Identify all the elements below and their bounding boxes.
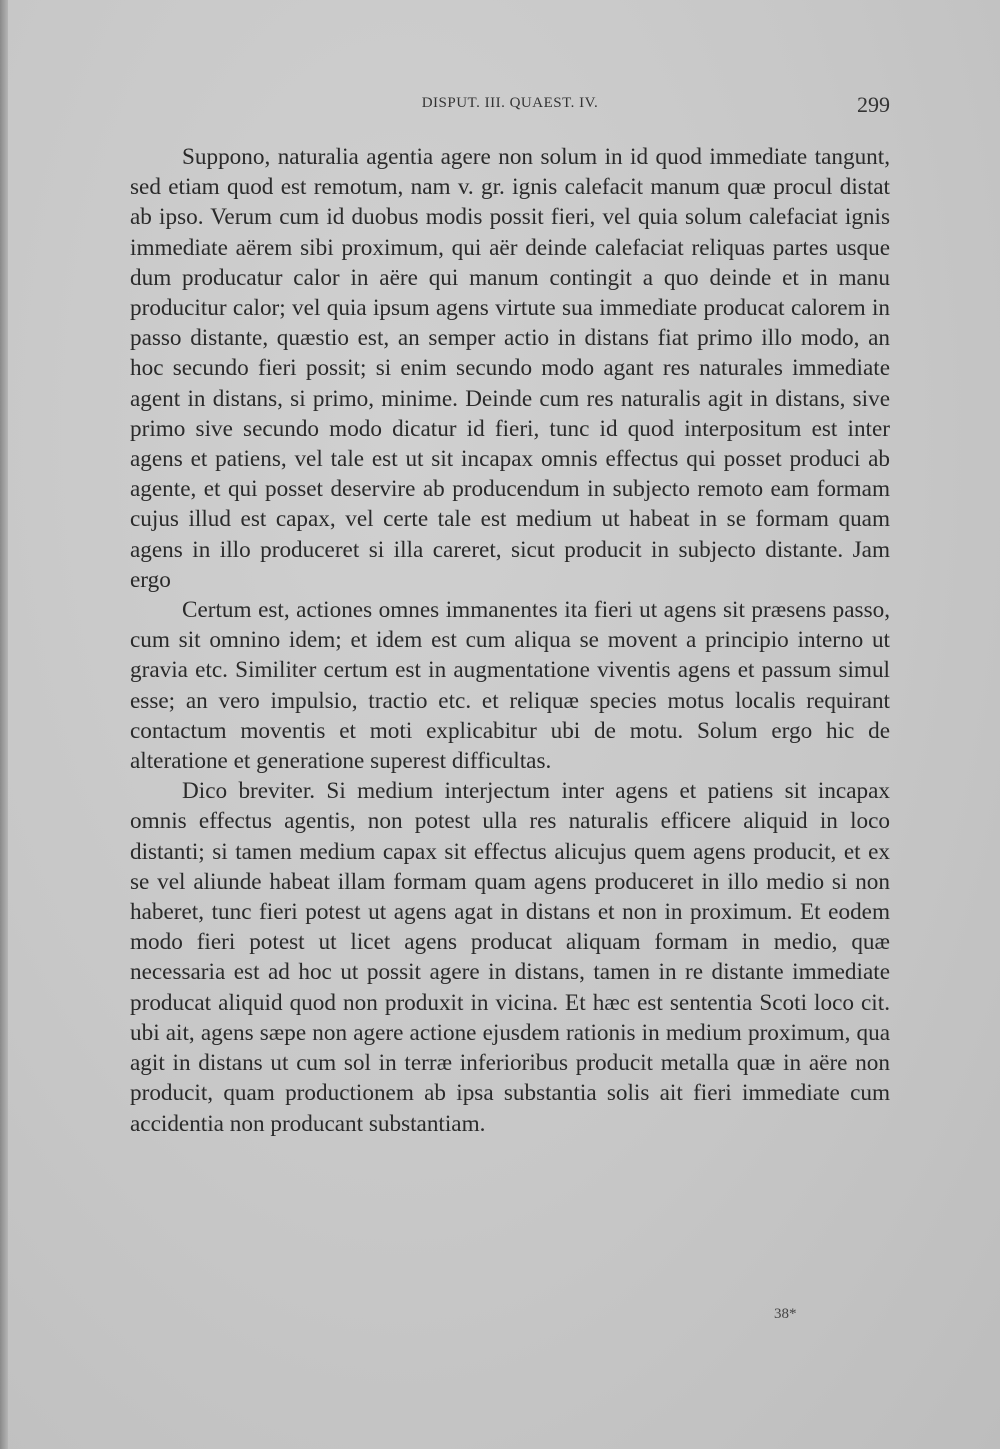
body-text <box>130 142 890 1139</box>
page-number: 299 <box>857 92 890 117</box>
running-head <box>130 92 890 118</box>
paragraph-3: Dico breviter. Si medium interjectum inter agens et patiens sit incapax omnis effectus agentis, non potest ulla res naturalis efficere aliquid in loco distanti; si tamen medium capax sit effectus alicujus quem agens producit, et ex se vel aliunde habeat illam formam quam agens produceret in illo medio si non haberet, tunc fieri potest ut agens agat in distans et non in proximum. Et eodem modo fieri potest ut licet agens producat aliquam formam in medio, quæ necessaria est ad hoc ut possit agere in distans, tamen in re distante immediate producat aliquid quod non produxit in vicina. Et hæc est sententia Scoti loco cit. ubi ait, agens sæpe non agere actione ejusdem rationis in medium proximum, qua agit in distans ut cum sol in terræ inferioribus producit metalla quæ in aëre non producit, quam productionem ab ipsa substantia solis ait fieri immediate cum accidentia non producant substantiam. <box>130 778 890 1137</box>
page-gutter-shadow <box>0 0 8 1449</box>
signature-mark: 38* <box>774 1306 797 1322</box>
running-title: DISPUT. III. QUAEST. IV. <box>421 95 599 111</box>
paragraph-1: Suppono, naturalia agentia agere non solum in id quod immediate tangunt, sed etiam quod est remotum, nam v. gr. ignis calefacit manum quæ procul distat ab ipso. Verum cum id duobus modis possit fieri, vel quia solum calefaciat ignis immediate aërem sibi proximum, qui aër deinde calefaciat reliquas partes usque dum producatur calor in aëre qui manum contingit a quo deinde et in manu producitur calor; vel quia ipsum agens virtute sua immediate producat calorem in passo distante, quæstio est, an semper actio in distans fiat primo illo modo, an hoc secundo fieri possit; si enim secundo modo agant res naturales immediate agent in distans, si primo, minime. Deinde cum res naturalis agit in distans, sive primo sive secundo modo dicatur id fieri, tunc id quod interpositum est inter agens et patiens, vel tale est ut sit incapax omnis effectus qui posset produci ab agente, et qui posset deservire ab producendum in subjecto remoto eam formam cujus illud est capax, vel certe tale est medium ut habeat in se formam quam agens in illo produceret si illa careret, sicut producit in subjecto distante. Jam ergo <box>130 144 890 593</box>
paragraph-2: Certum est, actiones omnes immanentes ita fieri ut agens sit præsens passo, cum sit omnino idem; et idem est cum aliqua se movent a principio interno ut gravia etc. Similiter certum est in augmentatione viventis agens et passum simul esse; an vero impulsio, tractio etc. et reliquæ species motus localis requirant contactum moventis et moti explicabitur ubi de motu. Solum ergo hic de alteratione et generatione superest difficultas. <box>130 597 890 775</box>
